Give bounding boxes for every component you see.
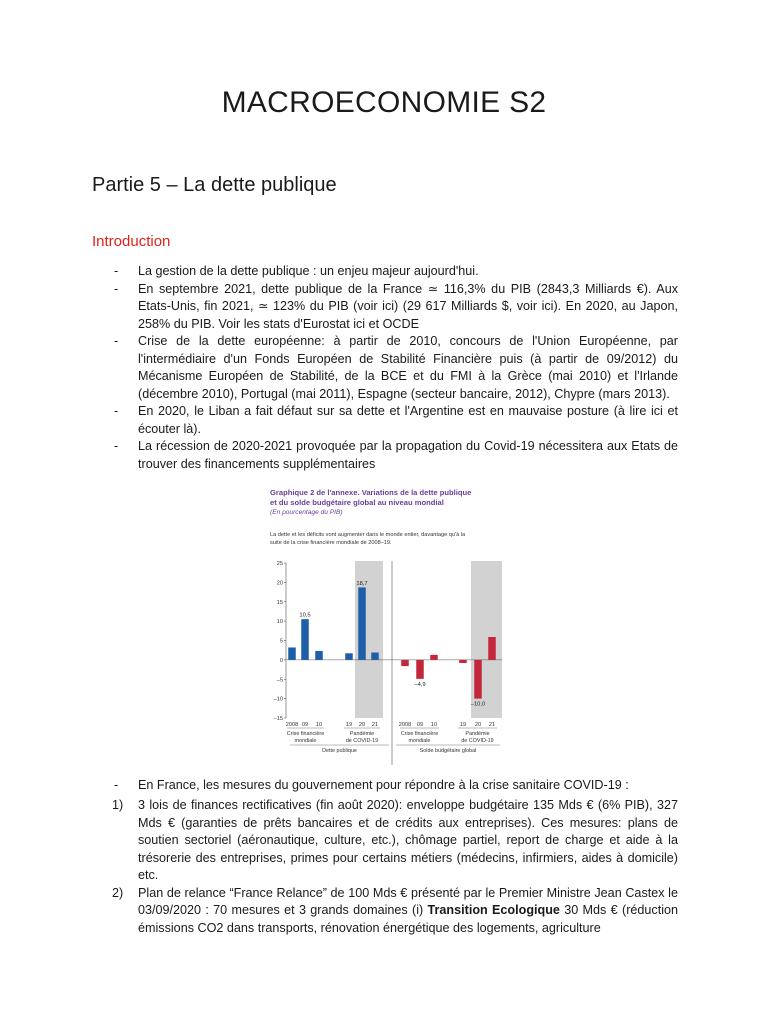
- part-title: Partie 5 – La dette publique: [92, 174, 337, 196]
- bar-dette-09: [301, 619, 309, 660]
- list-item: [92, 777, 678, 795]
- bar-solde-19: [459, 660, 467, 663]
- x-tick-label: 21: [371, 722, 379, 728]
- chart-title-line-1: Graphique 2 de l'annexe. Variations de la dette publique: [270, 488, 472, 497]
- x-tick-label: 19: [459, 722, 467, 728]
- x-tick-label: 09: [416, 722, 424, 728]
- y-tick-label: 0: [279, 657, 283, 664]
- bullet-marker: -: [114, 439, 119, 453]
- bar-dette-21: [371, 653, 379, 660]
- group-label-line-1: Crise financière: [286, 731, 325, 737]
- list-item-bold-text: Transition Ecologique: [427, 903, 560, 917]
- x-tick-label: 19: [345, 722, 353, 728]
- bar-solde-2008: [401, 660, 409, 666]
- data-label: –10,0: [470, 701, 486, 708]
- bar-dette-20: [358, 587, 366, 659]
- x-tick-label: 10: [430, 722, 438, 728]
- france-intro-list: [92, 777, 678, 795]
- panel-label: Solde budgétaire global: [419, 748, 477, 754]
- group-label-line-2: mondiale: [294, 738, 317, 744]
- y-tick-label: –15: [273, 716, 283, 722]
- chart-svg: [262, 484, 506, 768]
- list-item-text: En France, les mesures du gouvernement pour répondre à la crise sanitaire COVID-19 :: [138, 778, 629, 792]
- bar-dette-10: [315, 651, 323, 660]
- document-title: MACROECONOMIE S2: [221, 86, 547, 119]
- list-item: [92, 797, 678, 885]
- bar-solde-10: [430, 655, 438, 660]
- debt-deficit-chart: [262, 484, 506, 768]
- data-label: –4,9: [414, 681, 426, 688]
- y-tick-label: 20: [276, 580, 283, 587]
- y-tick-label: 15: [276, 599, 283, 606]
- x-tick-label: 20: [474, 722, 482, 728]
- number-marker: 1): [112, 798, 124, 812]
- panel-label: Dette publique: [322, 748, 357, 754]
- list-item-text-before: Plan de relance “France Relance” de 100 Mds € présenté par le Premier Ministre Jean Castex le 03/09/2020 : 70 mesures et 3 grands domaines (i): [138, 885, 678, 917]
- bar-solde-09: [416, 660, 424, 679]
- group-label-line-2: de COVID-19: [345, 738, 379, 744]
- group-label-line-1: Pandémie: [465, 731, 490, 737]
- list-item: [92, 885, 678, 938]
- data-label: 18,7: [356, 580, 368, 587]
- bar-dette-2008: [288, 647, 296, 659]
- bullet-marker: -: [114, 404, 119, 418]
- chart-note-line-2: suite de la crise financière mondiale de 2008–19.: [270, 540, 392, 546]
- bullet-marker: -: [114, 264, 119, 278]
- number-marker: 2): [112, 885, 124, 900]
- list-item-text: La récession de 2020-2021 provoquée par la propagation du Covid-19 nécessitera aux Etats de trouver des financements supplémentaires: [138, 439, 678, 471]
- y-tick-label: –10: [273, 696, 283, 703]
- y-tick-label: 5: [279, 638, 283, 645]
- bullet-marker: -: [114, 281, 119, 296]
- list-item: [92, 438, 678, 473]
- list-item-text: Crise de la dette européenne: à partir de 2010, concours de l'Union Européenne, par l'intermédiaire d'un Fonds Européen de Stabilité Financière puis (à partir de 09/2012) du Mécanisme Européen de Stabilité, de la BCE et du FMI à la Grèce (mai 2010) et l'Irlande (décembre 2010), Portugal (mai 2011), Espagne (secteur bancaire, 2012), Chypre (mars 2013).: [138, 334, 678, 401]
- list-item-text-after: 30 Mds € (réduction émissions CO2 dans transports, rénovation énergétique des logements, agriculture: [138, 903, 678, 935]
- x-tick-label: 2008: [398, 722, 412, 728]
- x-tick-label: 2008: [285, 722, 299, 728]
- section-title-introduction: Introduction: [92, 233, 171, 250]
- bullet-marker: -: [114, 334, 119, 348]
- group-label-line-2: de COVID-19: [461, 738, 494, 744]
- list-item: [92, 333, 678, 403]
- bar-solde-21: [488, 637, 496, 660]
- data-label: 10,5: [299, 612, 311, 619]
- list-item: [92, 403, 678, 438]
- bullet-marker: -: [114, 778, 119, 792]
- x-tick-label: 21: [488, 722, 496, 728]
- bar-dette-19: [345, 653, 353, 660]
- group-label-line-1: Crise financière: [400, 731, 439, 737]
- chart-subtitle: (En pourcentage du PIB): [270, 509, 343, 516]
- list-item-text: En 2020, le Liban a fait défaut sur sa dette et l'Argentine est en mauvaise posture (à lire ici et écouter là).: [138, 404, 678, 436]
- y-tick-label: 10: [276, 619, 283, 626]
- chart-title-line-2: et du solde budgétaire global au niveau mondial: [270, 498, 444, 507]
- x-tick-label: 20: [358, 722, 366, 728]
- group-label-line-2: mondiale: [408, 738, 431, 744]
- group-label-line-1: Pandémie: [349, 731, 375, 737]
- x-tick-label: 10: [315, 722, 323, 728]
- x-tick-label: 09: [301, 722, 309, 728]
- chart-note-line-1: La dette et les déficits vont augmenter dans le monde entier, davantage qu'à la: [270, 532, 466, 538]
- intro-list: [92, 263, 678, 473]
- y-tick-label: 25: [276, 561, 283, 567]
- list-item-text: En septembre 2021, dette publique de la France ≃ 116,3% du PIB (2843,3 Milliards €). Aux Etats-Unis, fin 2021, ≃ 123% du PIB (voir ici) (29 617 Milliards $, voir ici). En 2020, au Japon, 258% du PIB. Voir les stats d'Eurostat ici et OCDE: [138, 281, 678, 331]
- bar-solde-20: [474, 660, 482, 699]
- list-item-text: 3 lois de finances rectificatives (fin août 2020): enveloppe budgétaire 135 Mds € (6% PIB), 327 Mds € (garanties de prêts bancaires et de crédits aux entreprises). Ces mesures: plans de soutien sectoriel (aéronautique, culture, etc.), chômage partiel, report de charge et aide à la trésorerie des entreprises, primes pour certains métiers (médecins, infirmiers, aides à domicile) etc.: [138, 798, 678, 882]
- list-item: [92, 281, 678, 334]
- y-tick-label: –5: [276, 677, 283, 684]
- list-item: [92, 263, 678, 281]
- measures-list: [92, 797, 678, 937]
- list-item-text: La gestion de la dette publique : un enjeu majeur aujourd'hui.: [138, 264, 479, 278]
